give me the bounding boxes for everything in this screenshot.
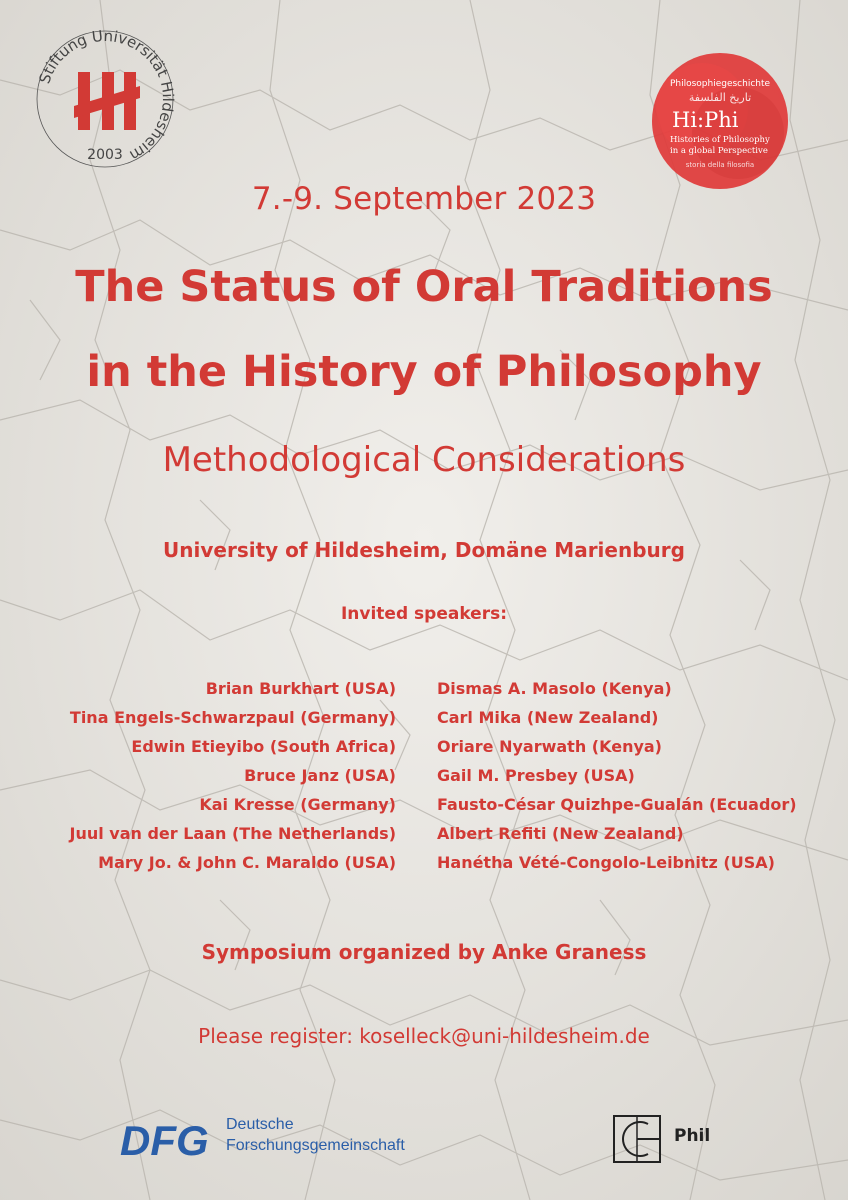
- university-year: 2003: [87, 147, 123, 163]
- hiphi-line2: in a global Perspective: [670, 146, 768, 156]
- dfg-mark: [120, 1117, 220, 1161]
- dfg-logo: [120, 1111, 420, 1167]
- dfg-mark-text: DFG: [120, 1117, 209, 1161]
- hiphi-top-text: Philosophiegeschichte: [669, 79, 771, 89]
- event-venue: University of Hildesheim, Domäne Marienburg: [163, 538, 685, 562]
- speaker-right-3: Oriare Nyarwath (Kenya): [437, 737, 662, 756]
- speaker-left-6: Juul van der Laan (The Netherlands): [69, 824, 396, 843]
- speaker-right-5: Fausto-César Quizhpe-Gualán (Ecuador): [437, 795, 797, 814]
- phil-mark-icon: [612, 1114, 662, 1164]
- speaker-right-1: Dismas A. Masolo (Kenya): [437, 679, 672, 698]
- speaker-left-1: Brian Burkhart (USA): [205, 679, 396, 698]
- speaker-left-2: Tina Engels-Schwarzpaul (Germany): [69, 708, 396, 727]
- event-subtitle: Methodological Considerations: [162, 440, 686, 480]
- hiphi-name: Hi:Phi: [672, 108, 739, 132]
- university-hildesheim-logo: [30, 24, 180, 174]
- phil-label: Phil: [674, 1126, 711, 1146]
- hiphi-logo: [650, 51, 790, 191]
- dfg-name-line1: Deutsche: [226, 1116, 294, 1133]
- title-line-1: The Status of Oral Traditions: [75, 262, 773, 312]
- speaker-left-4: Bruce Janz (USA): [244, 766, 396, 785]
- register-line: Please register: koselleck@uni-hildesheim.de: [198, 1024, 650, 1048]
- speaker-left-5: Kai Kresse (Germany): [199, 795, 396, 814]
- hiphi-bottom-text: storia della filosofia: [685, 161, 755, 169]
- speaker-right-6: Albert Refiti (New Zealand): [437, 824, 684, 843]
- event-date: 7.-9. September 2023: [251, 181, 597, 217]
- phil-logo: [612, 1114, 732, 1166]
- title-line-2: in the History of Philosophy: [86, 347, 762, 397]
- speaker-left-3: Edwin Etieyibo (South Africa): [131, 737, 396, 756]
- invited-speakers-heading: Invited speakers:: [340, 604, 508, 624]
- speaker-left-7: Mary Jo. & John C. Maraldo (USA): [98, 853, 396, 872]
- speaker-right-4: Gail M. Presbey (USA): [437, 766, 635, 785]
- dfg-name-line2: Forschungsgemeinschaft: [226, 1137, 405, 1154]
- speaker-right-7: Hanétha Vété-Congolo-Leibnitz (USA): [437, 853, 775, 872]
- organizer-line: Symposium organized by Anke Graness: [201, 940, 647, 964]
- university-ring-text: Stiftung Universität Hildesheim: [35, 26, 178, 165]
- hiphi-line1: Histories of Philosophy: [670, 135, 770, 145]
- hiphi-arabic-text: تاريخ الفلسفة: [688, 91, 752, 104]
- speaker-right-2: Carl Mika (New Zealand): [437, 708, 659, 727]
